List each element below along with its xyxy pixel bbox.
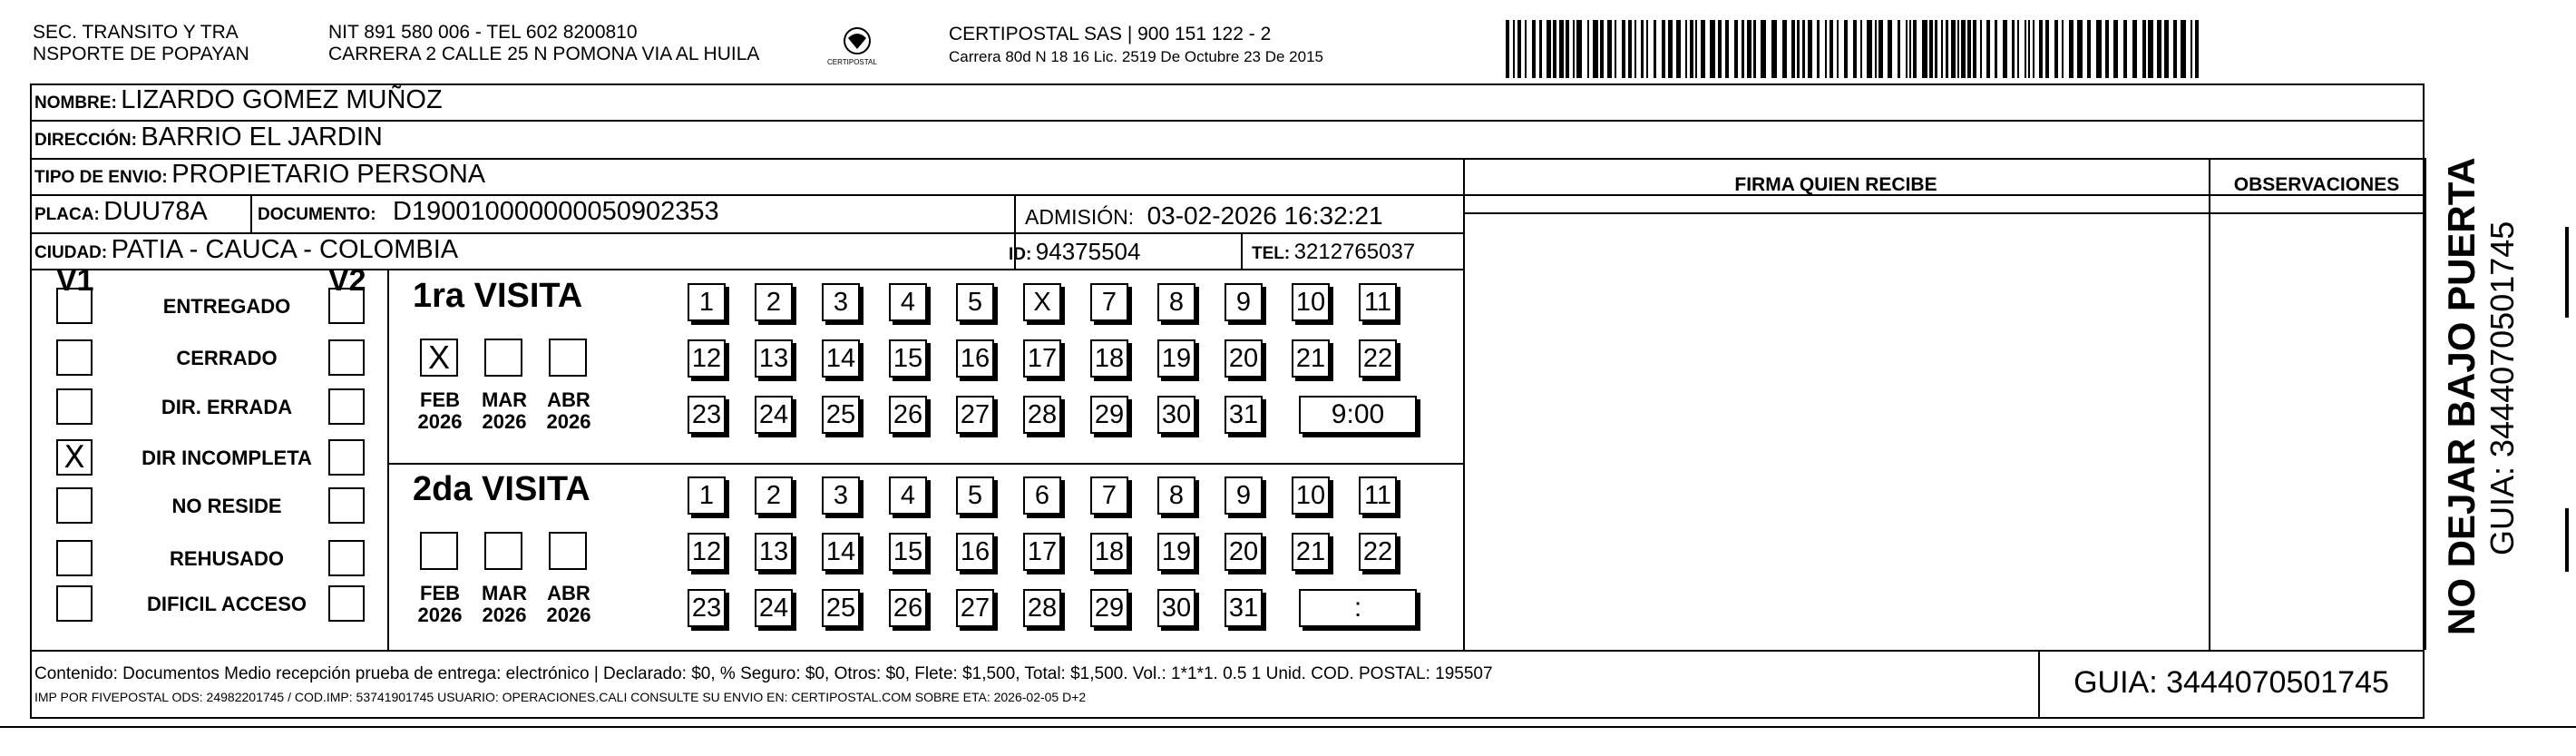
- edge-mark: [2565, 227, 2569, 318]
- barcode-bar: [1817, 20, 1820, 78]
- barcode-bar: [1646, 20, 1648, 78]
- address-value: BARRIO EL JARDIN: [141, 123, 383, 152]
- barcode-bar: [1566, 20, 1569, 78]
- barcode-bar: [2054, 20, 2058, 78]
- visit-day-box[interactable]: 28: [1023, 396, 1061, 434]
- barcode-bar: [1860, 20, 1862, 78]
- id-label: ID:: [1009, 245, 1032, 264]
- visit-year-label: 2026: [417, 604, 463, 626]
- visit-day-box[interactable]: 24: [755, 396, 793, 434]
- license-line: Carrera 80d N 18 16 Lic. 2519 De Octubre 23 De 2015: [949, 48, 1323, 65]
- admission-row: [1025, 201, 1383, 231]
- status-v1-checkbox[interactable]: [56, 388, 93, 425]
- address-label: DIRECCIÓN:: [34, 131, 137, 150]
- visit-title: 1ra VISITA: [413, 277, 583, 315]
- visit-day-box[interactable]: 27: [956, 396, 994, 434]
- barcode-bar: [1867, 20, 1872, 78]
- visit-day-box[interactable]: 30: [1157, 396, 1195, 434]
- visit-day-box[interactable]: 26: [889, 589, 927, 627]
- signature-column-header: FIRMA QUIEN RECIBE: [1734, 174, 1937, 195]
- barcode-bar: [2033, 20, 2034, 78]
- visit-month-checkbox[interactable]: [549, 339, 587, 377]
- status-option-label: ENTREGADO: [162, 295, 291, 318]
- barcode-bar: [1830, 20, 1833, 78]
- visit-day-box[interactable]: 6: [1023, 476, 1061, 515]
- type-value: PROPIETARIO PERSONA: [171, 160, 486, 189]
- barcode-bar: [2028, 20, 2030, 78]
- visit-day-box[interactable]: 9: [1225, 476, 1263, 515]
- city-row: [34, 235, 458, 265]
- visit-month-checkbox[interactable]: [549, 532, 587, 570]
- visit-day-box[interactable]: 25: [822, 396, 860, 434]
- barcode-bar: [2069, 20, 2073, 78]
- visit-day-box[interactable]: 3: [822, 476, 860, 515]
- barcode-bar: [1941, 20, 1943, 78]
- nit-line: NIT 891 580 006 - TEL 602 8200810: [328, 22, 638, 43]
- visit-day-box[interactable]: 23: [688, 396, 726, 434]
- visit-year-label: 2026: [482, 604, 527, 626]
- barcode-bar: [1753, 20, 1756, 78]
- visit-title: 2da VISITA: [413, 470, 590, 508]
- visit-day-box[interactable]: 22: [1359, 533, 1397, 571]
- barcode-bar: [1532, 20, 1536, 78]
- status-v2-checkbox[interactable]: [328, 439, 365, 476]
- company-line: CERTIPOSTAL SAS | 900 151 122 - 2: [949, 24, 1272, 44]
- type-label: TIPO DE ENVIO:: [34, 168, 168, 187]
- barcode-bar: [1913, 20, 1917, 78]
- status-v1-checkbox[interactable]: [56, 487, 93, 524]
- barcode-bar: [1853, 20, 1857, 78]
- visit-day-box[interactable]: 2: [755, 476, 793, 515]
- visit-month-label: MAR: [481, 582, 528, 604]
- address-row: [34, 123, 383, 152]
- sender-line-1: SEC. TRANSITO Y TRA: [33, 22, 239, 43]
- barcode-bar: [1668, 20, 1673, 78]
- barcode-bar: [1725, 20, 1729, 78]
- visit-day-box[interactable]: 23: [688, 589, 726, 627]
- status-v2-checkbox[interactable]: [328, 540, 365, 576]
- status-v1-checkbox[interactable]: X: [56, 439, 93, 476]
- visit-day-box[interactable]: 26: [889, 396, 927, 434]
- name-label: NOMBRE:: [34, 93, 117, 113]
- cut-line: [0, 726, 2576, 728]
- barcode-bar: [2142, 20, 2146, 78]
- barcode-bar: [1808, 20, 1812, 78]
- id-row: [1009, 238, 1140, 266]
- barcode-bar: [1576, 20, 1582, 78]
- side-guia: GUIA: 3444070501745: [2483, 221, 2521, 555]
- barcode-bar: [1690, 20, 1693, 78]
- barcode-bar: [1909, 20, 1911, 78]
- barcode-bar: [1641, 20, 1644, 78]
- visit-year-label: 2026: [482, 410, 527, 433]
- barcode-bar: [1506, 20, 1509, 78]
- name-row: [34, 85, 443, 115]
- barcode-bar: [2181, 20, 2186, 78]
- v1-label: V1: [56, 263, 94, 298]
- visit-day-box[interactable]: 29: [1090, 396, 1128, 434]
- barcode-bar: [1622, 20, 1625, 78]
- admission-value: 03-02-2026 16:32:21: [1147, 201, 1383, 230]
- visit-day-box[interactable]: 9: [1225, 283, 1263, 321]
- barcode-bar: [1615, 20, 1616, 78]
- visit-day-box[interactable]: 22: [1359, 339, 1397, 378]
- type-row: [34, 160, 485, 190]
- barcode-bar: [1782, 20, 1787, 78]
- barcode-bar: [1957, 20, 1959, 78]
- visit-day-box[interactable]: 10: [1292, 283, 1330, 321]
- barcode-bar: [2017, 20, 2019, 78]
- visit-day-box[interactable]: 8: [1157, 476, 1195, 515]
- status-option-label: CERRADO: [176, 347, 278, 369]
- barcode-bar: [2157, 20, 2161, 78]
- barcode-bar: [1875, 20, 1877, 78]
- barcode-bar: [2173, 20, 2177, 78]
- visit-day-box[interactable]: 17: [1023, 339, 1061, 378]
- visit-month-label: FEB: [420, 388, 460, 411]
- visit-day-box[interactable]: 18: [1090, 339, 1128, 378]
- visit-day-box[interactable]: 13: [755, 339, 793, 378]
- visit-time-box[interactable]: :: [1299, 589, 1417, 627]
- status-v1-checkbox[interactable]: [56, 540, 93, 576]
- tel-value: 3212765037: [1293, 240, 1416, 264]
- visit-day-box[interactable]: 16: [956, 339, 994, 378]
- barcode-bar: [2164, 20, 2169, 78]
- barcode-bar: [1539, 20, 1542, 78]
- visit-day-box[interactable]: 16: [956, 533, 994, 571]
- barcode-bar: [1734, 20, 1738, 78]
- tel-row: [1252, 240, 1415, 265]
- barcode-bar: [2025, 20, 2026, 78]
- plate-value: DUU78A: [103, 197, 208, 226]
- visit-day-box[interactable]: 21: [1292, 533, 1330, 571]
- visit-month-checkbox[interactable]: X: [420, 339, 458, 377]
- barcode-bar: [1906, 20, 1908, 78]
- barcode-bar: [2105, 20, 2109, 78]
- barcode-bar: [1929, 20, 1933, 78]
- document-row: [258, 197, 719, 227]
- visit-day-box[interactable]: 25: [822, 589, 860, 627]
- visit-day-box[interactable]: 19: [1157, 533, 1195, 571]
- visit-month-checkbox[interactable]: [420, 532, 458, 570]
- status-option-label: NO RESIDE: [171, 495, 282, 517]
- status-v1-checkbox[interactable]: [56, 339, 93, 376]
- status-v2-checkbox[interactable]: [328, 388, 365, 425]
- visit-day-box[interactable]: 10: [1292, 476, 1330, 515]
- barcode-bar: [1951, 20, 1956, 78]
- visit-day-box[interactable]: 20: [1225, 533, 1263, 571]
- visit-day-box[interactable]: 11: [1359, 283, 1397, 321]
- barcode-bar: [1559, 20, 1564, 78]
- barcode-bar: [1547, 20, 1551, 78]
- visit-year-label: 2026: [546, 410, 591, 433]
- visit-day-box[interactable]: 28: [1023, 589, 1061, 627]
- visit-day-box[interactable]: 21: [1292, 339, 1330, 378]
- barcode-bar: [1573, 20, 1575, 78]
- visit-day-box[interactable]: 12: [688, 533, 726, 571]
- status-v2-checkbox[interactable]: [328, 288, 365, 324]
- side-warning: NO DEJAR BAJO PUERTA: [2440, 157, 2483, 635]
- barcode-bar: [1607, 20, 1612, 78]
- barcode-bar: [1517, 20, 1521, 78]
- barcode-bar: [1701, 20, 1705, 78]
- barcode-bar: [1961, 20, 1966, 78]
- barcode-bar: [1718, 20, 1722, 78]
- barcode-bar: [1600, 20, 1604, 78]
- guia-box: GUIA: 3444070501745: [2073, 665, 2389, 700]
- visit-day-box[interactable]: 3: [822, 283, 860, 321]
- visit-day-box[interactable]: 8: [1157, 283, 1195, 321]
- visit-day-box[interactable]: 7: [1090, 283, 1128, 321]
- plate-row: [34, 197, 208, 227]
- barcode-bar: [1634, 20, 1636, 78]
- visit-day-box[interactable]: 20: [1225, 339, 1263, 378]
- city-label: CIUDAD:: [34, 243, 108, 262]
- barcode-bar: [2062, 20, 2064, 78]
- status-v2-checkbox[interactable]: [328, 487, 365, 524]
- plate-label: PLACA:: [34, 205, 100, 224]
- barcode-bar: [1587, 20, 1589, 78]
- visit-month-label: FEB: [420, 582, 460, 604]
- barcode-bar: [2096, 20, 2102, 78]
- visit-day-box[interactable]: 14: [822, 533, 860, 571]
- visit-day-box[interactable]: 15: [889, 339, 927, 378]
- visit-day-box[interactable]: 1: [688, 476, 726, 515]
- visit-day-box[interactable]: 5: [956, 476, 994, 515]
- visit-day-box[interactable]: 27: [956, 589, 994, 627]
- status-option-label: DIFICIL ACCESO: [146, 593, 307, 615]
- barcode-bar: [1995, 20, 1997, 78]
- barcode-bar: [1878, 20, 1883, 78]
- visit-month-label: ABR: [547, 388, 590, 411]
- visit-day-box[interactable]: 29: [1090, 589, 1128, 627]
- barcode-bar: [1986, 20, 1990, 78]
- status-option-label: REHUSADO: [170, 547, 284, 570]
- barcode-bar: [1685, 20, 1687, 78]
- visit-day-box[interactable]: 14: [822, 339, 860, 378]
- logo-text: CERTIPOSTAL: [827, 58, 877, 66]
- barcode-bar: [1676, 20, 1681, 78]
- admission-label: ADMISIÓN:: [1025, 205, 1135, 229]
- barcode-bar: [1980, 20, 1982, 78]
- barcode-bar: [2003, 20, 2007, 78]
- visit-year-label: 2026: [546, 604, 591, 626]
- barcode-bar: [1898, 20, 1900, 78]
- visit-month-checkbox[interactable]: [484, 532, 522, 570]
- visit-day-box[interactable]: 7: [1090, 476, 1128, 515]
- visit-day-box[interactable]: 2: [755, 283, 793, 321]
- barcode-bar: [1825, 20, 1827, 78]
- status-option-label: DIR. ERRADA: [161, 396, 293, 418]
- barcode-bar: [2087, 20, 2091, 78]
- barcode-bar: [2148, 20, 2153, 78]
- barcode-bar: [1888, 20, 1892, 78]
- visit-day-box[interactable]: 5: [956, 283, 994, 321]
- barcode-bar: [1513, 20, 1515, 78]
- barcode-bar: [1797, 20, 1800, 78]
- barcode-bar: [2077, 20, 2083, 78]
- visit-day-box[interactable]: 18: [1090, 533, 1128, 571]
- visit-day-box[interactable]: 19: [1157, 339, 1195, 378]
- visit-month-checkbox[interactable]: [484, 339, 522, 377]
- address-line: CARRERA 2 CALLE 25 N POMONA VIA AL HUILA: [328, 44, 760, 64]
- status-v1-checkbox[interactable]: [56, 585, 93, 622]
- barcode-bar: [1791, 20, 1795, 78]
- barcode-bar: [2039, 20, 2043, 78]
- document-label: DOCUMENTO:: [258, 205, 376, 224]
- barcode-bar: [2113, 20, 2118, 78]
- visit-day-box[interactable]: 4: [889, 476, 927, 515]
- id-value: 94375504: [1035, 238, 1141, 265]
- visit-year-label: 2026: [417, 410, 463, 433]
- visit-day-box[interactable]: 24: [755, 589, 793, 627]
- visit-day-box[interactable]: 1: [688, 283, 726, 321]
- barcode-bar: [2191, 20, 2192, 78]
- city-value: PATIA - CAUCA - COLOMBIA: [111, 235, 459, 264]
- visit-day-box[interactable]: 31: [1225, 396, 1263, 434]
- barcode-bar: [1973, 20, 1976, 78]
- v2-label: V2: [328, 263, 366, 298]
- visit-month-label: MAR: [481, 388, 528, 411]
- edge-mark: [2565, 508, 2569, 572]
- barcode-bar: [1742, 20, 1744, 78]
- status-v2-checkbox[interactable]: [328, 585, 365, 622]
- status-v1-checkbox[interactable]: [56, 288, 93, 324]
- visit-day-box[interactable]: 12: [688, 339, 726, 378]
- barcode-bar: [1553, 20, 1556, 78]
- status-option-label: DIR INCOMPLETA: [141, 447, 312, 469]
- barcode-bar: [1695, 20, 1697, 78]
- barcode-bar: [2012, 20, 2015, 78]
- imp-line: IMP POR FIVEPOSTAL ODS: 24982201745 / COD.IMP: 53741901745 USUARIO: OPERACIONES.CALI CONSULTE SU ENVIO EN: CERTIPOSTAL.COM SOBRE ETA: 2026-02-05 D+2: [34, 690, 1087, 704]
- barcode: [1506, 20, 2209, 78]
- barcode-bar: [1761, 20, 1766, 78]
- barcode-bar: [1710, 20, 1715, 78]
- visit-month-label: ABR: [547, 582, 590, 604]
- barcode-bar: [1593, 20, 1598, 78]
- barcode-bar: [1747, 20, 1751, 78]
- visit-day-box[interactable]: 31: [1225, 589, 1263, 627]
- barcode-bar: [1967, 20, 1971, 78]
- visit-day-box[interactable]: 11: [1359, 476, 1397, 515]
- barcode-bar: [1935, 20, 1937, 78]
- barcode-bar: [1628, 20, 1632, 78]
- barcode-bar: [2195, 20, 2199, 78]
- barcode-bar: [1525, 20, 1527, 78]
- barcode-bar: [1654, 20, 1656, 78]
- barcode-bar: [2123, 20, 2127, 78]
- visit-day-box[interactable]: 13: [755, 533, 793, 571]
- barcode-bar: [1802, 20, 1805, 78]
- barcode-bar: [1922, 20, 1927, 78]
- document-value: D190010000000050902353: [393, 197, 719, 226]
- visit-day-box[interactable]: 4: [889, 283, 927, 321]
- content-line: Contenido: Documentos Medio recepción prueba de entrega: electrónico | Declarado: $0, % Seguro: $0, Otros: $0, Flete: $1,500, Total: $1,500. Vol.: 1*1*1. 0.5 1 Unid. COD. POSTAL: 195507: [34, 664, 1493, 683]
- visit-time-box[interactable]: 9:00: [1299, 396, 1417, 434]
- barcode-bar: [2045, 20, 2049, 78]
- tel-label: TEL:: [1252, 244, 1291, 263]
- status-v2-checkbox[interactable]: [328, 339, 365, 376]
- barcode-bar: [1771, 20, 1777, 78]
- barcode-bar: [1662, 20, 1665, 78]
- barcode-bar: [1844, 20, 1848, 78]
- certipostal-logo: [827, 25, 880, 67]
- visit-day-box[interactable]: X: [1023, 283, 1061, 321]
- visit-day-box[interactable]: 30: [1157, 589, 1195, 627]
- name-value: LIZARDO GOMEZ MUÑOZ: [121, 85, 443, 114]
- barcode-bar: [1946, 20, 1948, 78]
- barcode-bar: [2132, 20, 2137, 78]
- barcode-bar: [1837, 20, 1839, 78]
- observations-column-header: OBSERVACIONES: [2233, 174, 2400, 195]
- visit-day-box[interactable]: 17: [1023, 533, 1061, 571]
- visit-day-box[interactable]: 15: [889, 533, 927, 571]
- sender-line-2: NSPORTE DE POPAYAN: [33, 44, 249, 64]
